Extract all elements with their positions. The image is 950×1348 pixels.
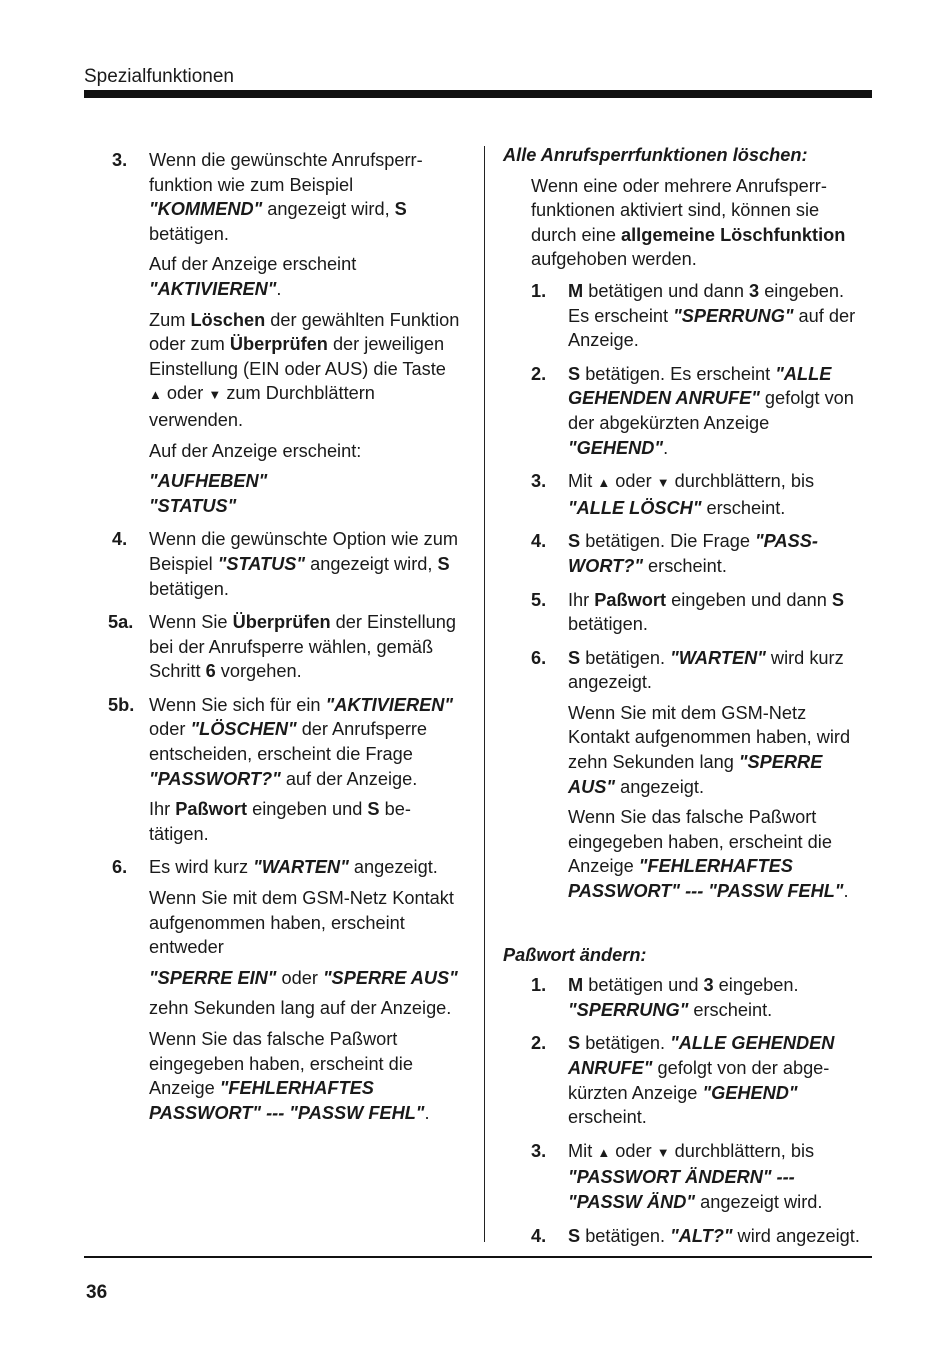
step-text [568, 279, 868, 353]
display-text: "WARTEN" [253, 857, 349, 878]
text: durchblättern, bis [669, 471, 815, 492]
step-number: 5a. [108, 612, 134, 633]
step-text [149, 693, 462, 791]
text: Wenn eine oder mehrere Anrufsperrfunktionen aktiviert sind, können sie durch eine [531, 175, 827, 245]
arrow-up-icon: ▲ [597, 1144, 611, 1160]
step-text: Auf der Anzeige erscheint: [149, 440, 362, 461]
text: betätigen. [580, 647, 671, 668]
step-3 [112, 148, 462, 518]
emphasis: Paßwort [594, 589, 667, 610]
text: wird angezeigt. [732, 1225, 860, 1246]
text: oder [149, 719, 191, 740]
emphasis: Löschen [190, 309, 266, 330]
key-label: S [568, 363, 581, 384]
text: erscheint. [568, 1107, 647, 1128]
text: angezeigt. [348, 857, 438, 878]
step-text [149, 527, 462, 601]
step-number: 3. [531, 1140, 547, 1161]
text: angezeigt wird, [305, 553, 438, 574]
display-text: "ALT?" [670, 1225, 733, 1246]
arrow-down-icon: ▼ [208, 387, 222, 403]
arrow-up-icon: ▲ [597, 475, 611, 491]
display-text: "PASSWORT ÄNDERN" --- "PASSW ÄND" [568, 1167, 795, 1212]
step-ref: 6 [205, 661, 216, 682]
header-rule [84, 90, 872, 98]
key-label: S [568, 1225, 581, 1246]
text: angezeigt wird, [262, 199, 395, 220]
step-text [149, 855, 462, 880]
step-number: 3. [531, 471, 547, 492]
step-5b [108, 693, 462, 847]
key-label: 3 [703, 975, 714, 996]
text: erscheint. [688, 999, 773, 1020]
key-label: M [568, 280, 584, 301]
step-text: Wenn Sie mit dem GSM-Netz Kontakt aufgenommen haben, erscheint entweder [149, 888, 454, 958]
step-number: 1. [531, 280, 547, 301]
display-text: "ALLE LÖSCH" [568, 497, 702, 518]
step-number: 4. [531, 1225, 547, 1246]
step-number: 2. [531, 1033, 547, 1054]
display-text: "SPERRUNG" [568, 999, 689, 1020]
step-5 [531, 588, 868, 637]
text: angezeigt wird. [695, 1191, 823, 1212]
text: der jeweiligen Einstellung (EIN oder AUS) die Taste [149, 334, 446, 379]
step-number: 5. [531, 589, 547, 610]
step-3 [531, 1139, 868, 1215]
text: Wenn die gewünschte Option wie zum Beispiel [149, 529, 459, 574]
step-text [149, 610, 462, 684]
step-text [568, 1031, 868, 1129]
text: Mit [568, 1140, 598, 1161]
step-6 [112, 855, 462, 1125]
display-text: "FEHLERHAFTES PASSWORT" --- "PASSW FEHL" [568, 856, 844, 902]
text: eingeben. Es erscheint [568, 280, 845, 326]
text: Wenn Sie das falsche Paßwort eingegeben haben, erscheint die Anzeige [568, 807, 832, 877]
display-list [149, 469, 462, 518]
step-text [568, 1224, 868, 1249]
steps-list [503, 973, 868, 1248]
step-text [568, 469, 868, 520]
step-5a [108, 610, 462, 684]
display-text: "AKTIVIEREN" [149, 278, 277, 299]
emphasis: Paßwort [175, 799, 248, 820]
step-4 [531, 1224, 868, 1249]
steps-list [503, 279, 868, 904]
text: . [663, 437, 669, 458]
display-text: "SPERRE AUS" [322, 967, 458, 988]
display-text: "STATUS" [149, 495, 237, 516]
step-text [568, 588, 868, 637]
step-text [149, 252, 462, 301]
text: Wenn Sie sich für ein [149, 694, 326, 715]
emphasis: allgemeine Löschfunktion [621, 224, 846, 245]
text: . [424, 1102, 430, 1123]
text: gefolgt von der abgekürzten Anzeige [568, 1058, 830, 1103]
key-label: S [367, 799, 380, 820]
display-text: "AKTIVIEREN" [325, 694, 453, 715]
text: angezeigt. [615, 776, 705, 797]
step-text: zehn Sekunden lang auf der Anzeige. [149, 998, 452, 1019]
step-number: 4. [112, 529, 128, 550]
display-text: "KOMMEND" [149, 199, 263, 220]
step-2 [531, 1031, 868, 1129]
text: zum Durchblättern verwenden. [149, 383, 375, 430]
text: betätigen. [568, 614, 648, 635]
text: Wenn Sie das falsche Paßwort eingegeben haben, erscheint die Anzeige [149, 1029, 413, 1099]
text: eingeben und dann [666, 589, 832, 610]
step-text [568, 701, 868, 799]
text: . [276, 278, 282, 299]
text: betätigen und [583, 975, 704, 996]
text: auf der Anzeige. [568, 305, 856, 351]
step-text [149, 797, 462, 846]
key-label: S [394, 199, 407, 220]
step-3 [531, 469, 868, 520]
text: erscheint. [701, 497, 786, 518]
arrow-down-icon: ▼ [656, 1144, 670, 1160]
step-text [568, 646, 868, 695]
key-label: S [568, 647, 581, 668]
display-text: "AUFHEBEN" [149, 471, 268, 492]
text: betätigen. Die Frage [580, 531, 756, 552]
text: oder [610, 1140, 657, 1161]
step-number: 1. [531, 975, 547, 996]
key-label: 3 [749, 280, 760, 301]
key-label: S [568, 1033, 581, 1054]
step-text [149, 966, 462, 991]
step-1 [531, 973, 868, 1022]
step-text [149, 308, 462, 433]
text: der gewählten Funktion oder zum [149, 309, 460, 355]
text: vorgehen. [215, 661, 302, 682]
text: Zum [149, 309, 191, 330]
display-text: "FEHLERHAFTES PASSWORT" --- "PASSW FEHL" [149, 1078, 425, 1123]
emphasis: Überprüfen [229, 334, 328, 355]
text: oder [276, 967, 323, 988]
key-label: M [568, 975, 584, 996]
step-text [568, 1139, 868, 1215]
text: aufgehoben werden. [531, 249, 697, 270]
section-intro [503, 174, 868, 272]
key-label: S [568, 531, 581, 552]
display-text: "WARTEN" [670, 647, 766, 668]
display-text: "ALLE GEHENDEN ANRUFE" [568, 363, 832, 409]
text: Wenn Sie [149, 612, 233, 633]
text: Ihr [568, 589, 595, 610]
running-header: Spezialfunktionen [84, 66, 234, 87]
display-text: "SPERRUNG" [673, 305, 794, 326]
text: durchblättern, bis [669, 1140, 815, 1161]
text: auf der Anzeige. [280, 768, 418, 789]
display-text: "SPERRE AUS" [568, 752, 823, 797]
display-text: "PASSWORT?" [149, 768, 281, 789]
display-text: "GEHEND" [568, 437, 664, 458]
display-text: "PASSWORT?" [568, 531, 818, 576]
text: erscheint. [642, 555, 727, 576]
display-text: "GEHEND" [702, 1082, 798, 1103]
step-4 [112, 527, 462, 601]
text: der Anrufsperre entscheiden, erscheint die Frage [149, 719, 428, 765]
text: Mit [568, 471, 598, 492]
footer-rule [84, 1256, 872, 1258]
text: oder [161, 383, 209, 404]
text: . [843, 881, 849, 902]
text: betätigen. [149, 223, 229, 244]
step-number: 2. [531, 363, 547, 384]
left-column [108, 148, 462, 1134]
section-heading: Paßwort ändern: [503, 944, 647, 965]
section-gap [503, 913, 868, 943]
column-divider [484, 146, 485, 1242]
step-number: 4. [531, 531, 547, 552]
text: Wenn Sie mit dem GSM-Netz Kontakt aufgenommen haben, wird zehn Sekunden lang [568, 702, 851, 773]
text: eingeben. [713, 975, 799, 996]
step-text [568, 362, 868, 460]
step-text [149, 1027, 462, 1125]
step-2 [531, 362, 868, 460]
key-label: S [437, 553, 450, 574]
page-number: 36 [86, 1282, 108, 1303]
text: Auf der Anzeige erscheint [149, 254, 357, 275]
step-text [568, 529, 868, 578]
display-text: "SPERRE EIN" [149, 967, 277, 988]
text: betätigen. [149, 578, 229, 599]
display-text: "ALLE GEHENDEN ANRUFE" [568, 1033, 835, 1078]
text: gefolgt von der abgekürzten Anzeige [568, 388, 854, 433]
step-4 [531, 529, 868, 578]
step-number: 6. [112, 857, 128, 878]
display-text: "STATUS" [217, 553, 306, 574]
text: oder [610, 471, 657, 492]
text: Ihr [149, 799, 176, 820]
display-text: "LÖSCHEN" [190, 719, 297, 740]
text: betätigen. [149, 799, 411, 844]
text: betätigen. Es erscheint [580, 363, 776, 384]
text: betätigen und dann [583, 280, 750, 301]
step-number: 5b. [108, 694, 135, 715]
step-text [568, 973, 868, 1022]
text: der Einstellung bei der Anrufsperre wählen, gemäß Schritt [149, 612, 456, 682]
text: wird kurz angezeigt. [568, 647, 844, 693]
right-column [503, 143, 868, 1257]
step-text [149, 148, 462, 246]
step-number: 6. [531, 647, 547, 668]
text: Wenn die gewünschte Anrufsperrfunktion wie zum Beispiel [149, 150, 423, 195]
emphasis: Überprüfen [232, 612, 331, 633]
arrow-up-icon: ▲ [149, 387, 162, 403]
key-label: S [831, 589, 845, 610]
step-6 [531, 646, 868, 904]
step-text [568, 805, 868, 903]
step-number: 3. [112, 150, 128, 170]
text: betätigen. [580, 1225, 671, 1246]
section-heading: Alle Anrufsperrfunktionen löschen: [503, 145, 808, 165]
text: eingeben und [247, 799, 368, 820]
text: betätigen. [580, 1033, 671, 1054]
arrow-down-icon: ▼ [656, 475, 670, 491]
step-1 [531, 279, 868, 353]
text: Es wird kurz [149, 857, 254, 878]
